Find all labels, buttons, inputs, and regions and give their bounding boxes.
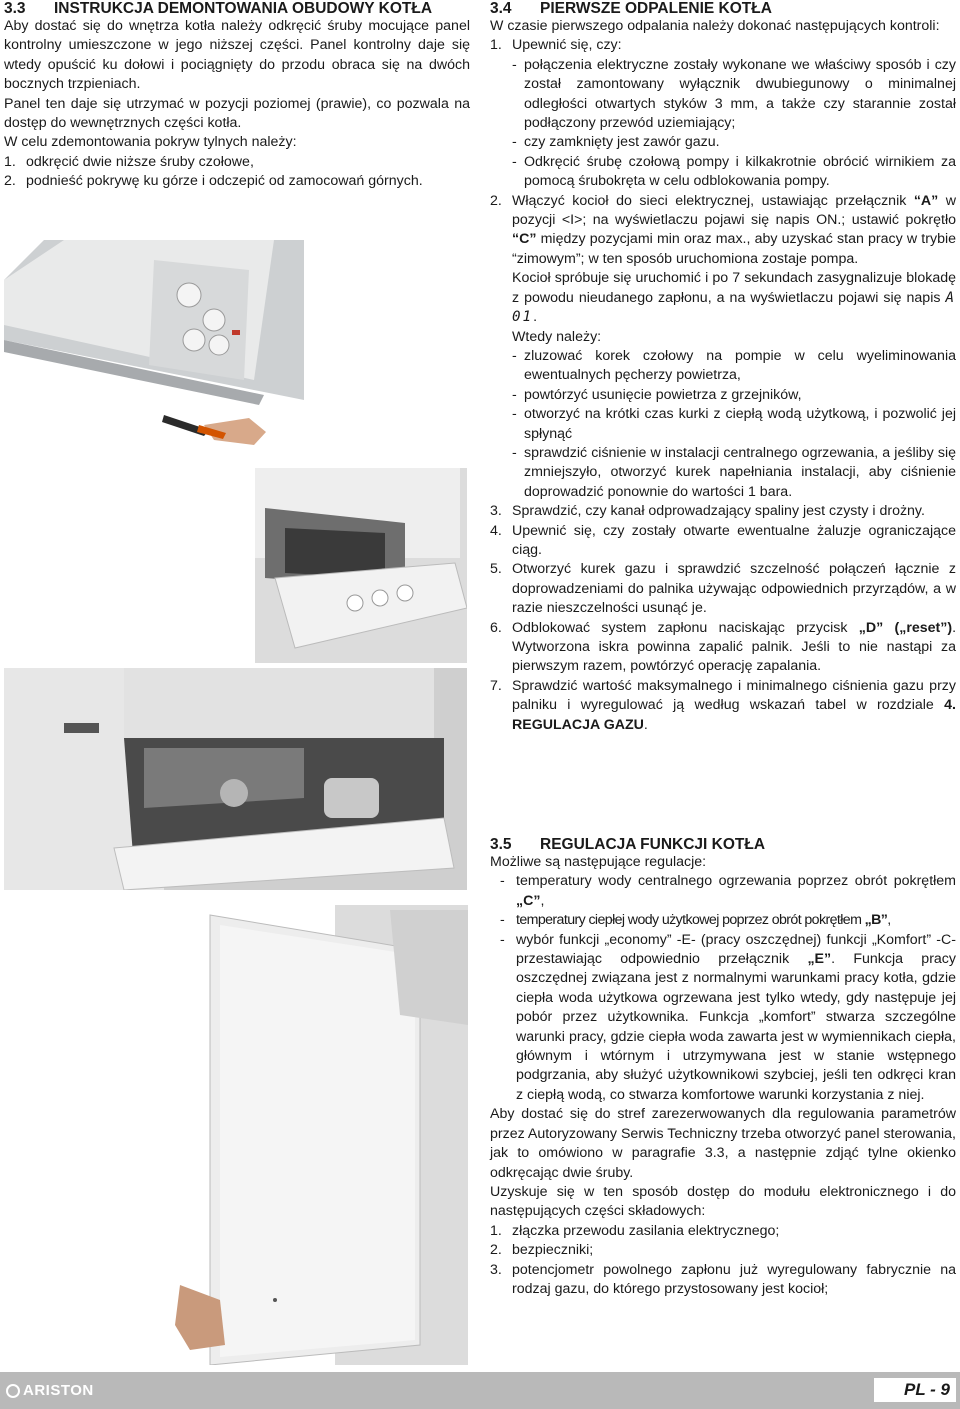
- dash-item: - połączenia elektryczne zostały wykonane we właściwy sposób i czy został zamontowany wyłącznik dwubiegunowy o minimalnej odległości otwartych styków 3 mm, a także czy starannie został podłączony przewód uziemiający;: [512, 56, 956, 132]
- dash-item: - czy zamknięty jest zawór gazu.: [512, 134, 720, 151]
- list-item: 2. bezpieczniki;: [490, 1242, 594, 1259]
- list-item: 1. Upewnić się, czy: - połączenia elektryczne zostały wykonane we właściwy sposób i czy został zamontowany wyłącznik dwubiegunowy o minimalnej odległości otwartych styków 3 mm, a także czy starannie został podłączony przewód uziemiający; - czy zamknięty jest zawór gazu. - Odkręcić śrubę czołową pompy i kilkakrotnie obrócić wirnikiem za pomocą śrubokręta w celu odblokowania pompy.: [490, 36, 956, 191]
- section-3-5-heading: [490, 836, 956, 853]
- dash-item: - wybór funkcji „economy” -E- (pracy oszczędnej) funkcji „Komfort” -C- przestawiając odpowiednio przełącznik „E”. Funkcja pracy oszczędnej związana jest z normalnymi warunkami pracy kotła, gdzie ciepła woda użytkowa ogrzewana jest tylko wtedy, gdy następuje jej pobór przez użytkownika. Funkcja „komfort” stwarza szczególne warunki pracy, gdzie ciepła woda zawarta jest w wymiennikach ciepła, głównym i wtórnym i utrzymywana jest w stanie wstępnego podgrzania, aby służyć użytkownikowi szybciej, jeśli ten odkręci kran z ciepłą wodą, co stwarza komfortowe warunki korzystania z niej.: [500, 931, 956, 1103]
- dash-item: - sprawdzić ciśnienie w instalacji centralnego ogrzewania, a jeśliby się zmniejszyło, otworzyć kurek napełniania instalacji, aby ciśnienie doprowadzić ponownie do wartości 1 bara.: [512, 444, 956, 500]
- photo-cover-removal: [150, 905, 468, 1365]
- paragraph: W czasie pierwszego odpalania należy dokonać następujących kontroli:: [490, 18, 940, 34]
- list-item: 5. Otworzyć kurek gazu i sprawdzić szczelność połączeń łącznie z doprowadzeniami do palnika używając odpowiednich przyrządów, a w razie nieszczelności usunąć je.: [490, 561, 956, 617]
- dash-item: - powtórzyć usunięcie powietrza z grzejników,: [512, 386, 802, 403]
- list-item: 2. Włączyć kocioł do sieci elektrycznej, ustawiając przełącznik “A” w pozycji <I>; na wyświetlaczu pojawi się napis ON.; ustawić pokrętło “C” między pozycjami min oraz max., aby uzyskać stan pracy w trybie “zimowym”; w ten sposób uruchomiona zostaje pompa. Kocioł spróbuje się uruchomić i po 7 sekundach zasygnalizuje blokadę z powodu nieudanego zapłonu, a na wyświetlaczu pojawi się napis A 01. Wtedy należy: - zluzować korek czołowy na pompie w celu wyeliminowania ewentualnych pęcherzy powietrza, - powtórzyć usunięcie powietrza z grzejników, - otworzyć na krótki czas kurki z ciepłą wodą użytkową, i pozwolić jej spłynąć - sprawdzić ciśnienie w instalacji centralnego ogrzewania, a jeśliby się zmniejszyło, otworzyć kurek napełniania instalacji, aby ciśnienie doprowadzić ponownie do wartości 1 bara.: [490, 192, 956, 503]
- list-item: 6. Odblokować system zapłonu naciskając przycisk „D” („reset”). Wytworzona iskra powinna zapalić palnik. Jeśli to nie nastąpi za pierwszym razem, powtórzyć operację zapalania.: [490, 619, 957, 675]
- paragraph: Aby dostać się do wnętrza kotła należy odkręcić śruby mocujące panel kontrolny umieszczone w jego niższej części. Panel kontrolny daje się wtedy opuścić ku dołowi i pociągnięty do przodu obraca się na dwóch bocznych trzpieniach.: [4, 18, 470, 93]
- dash-item: - temperatury wody centralnego ogrzewania poprzez obrót pokrętłem „C”,: [500, 873, 956, 909]
- footer-bar: [0, 1372, 960, 1409]
- paragraph: Panel ten daje się utrzymać w pozycji poziomej (prawie), co pozwala na dostęp do wewnętrznych części kotła.: [4, 95, 470, 132]
- section-3-3-heading: [4, 0, 470, 17]
- list-item: 3. potencjometr powolnego zapłonu już wyregulowany fabrycznie na rodzaj gazu, do którego przystosowany jest kocioł;: [490, 1261, 956, 1297]
- dash-item: - temperatury ciepłej wody użytkowej poprzez obrót pokrętłem „B”,: [500, 912, 891, 929]
- list-item: 3. Sprawdzić, czy kanał odprowadzający spaliny jest czysty i drożny.: [490, 503, 925, 520]
- list-item: 2. podnieść pokrywę ku górze i odczepić od zamocowań górnych.: [4, 173, 423, 190]
- list-item: 1. złączka przewodu zasilania elektrycznego;: [490, 1222, 780, 1239]
- section-title: INSTRUKCJA DEMONTOWANIA OBUDOWY KOTŁA: [54, 0, 433, 17]
- brand-logo: ARISTON: [6, 1382, 94, 1399]
- section-number: 3.5: [490, 836, 512, 853]
- paragraph: Uzyskuje się w ten sposób dostęp do modułu elektronicznego i do następujących części składowych:: [490, 1183, 956, 1220]
- section-3-4-heading: [490, 0, 956, 17]
- paragraph: W celu zdemontowania pokryw tylnych należy:: [4, 134, 297, 151]
- section-number: 3.3: [4, 0, 26, 17]
- photo-internal-components: [4, 668, 467, 890]
- logo-icon: [6, 1384, 20, 1398]
- dash-item: - zluzować korek czołowy na pompie w celu wyeliminowania ewentualnych pęcherzy powietrza,: [512, 347, 956, 384]
- section-3-3: [4, 0, 470, 192]
- dash-item: - otworzyć na krótki czas kurki z ciepłą wodą użytkową, i pozwolić jej spłynąć: [512, 406, 956, 442]
- page-number: PL - 9: [874, 1378, 956, 1402]
- display-code: A 01: [512, 289, 956, 326]
- paragraph: Aby dostać się do stref zarezerwowanych dla regulowania parametrów przez Autoryzowany Serwis Techniczny trzeba otworzyć panel sterowania, jak to omówiono w paragrafie 3.3, a następnie zdjąć tylne okienko odkręcając dwie śruby.: [490, 1106, 956, 1181]
- photo-panel-open: [255, 468, 467, 663]
- paragraph: Możliwe są następujące regulacje:: [490, 854, 707, 870]
- section-title: REGULACJA FUNKCJI KOTŁA: [540, 836, 766, 853]
- list-item: 1. odkręcić dwie niższe śruby czołowe,: [4, 153, 254, 170]
- dash-item: - Odkręcić śrubę czołową pompy i kilkakrotnie obrócić wirnikiem za pomocą śrubokręta w celu odblokowania pompy.: [512, 153, 956, 190]
- photo-panel-screwdriver: [4, 240, 304, 465]
- section-3-4: [490, 0, 956, 735]
- list-item: 4. Upewnić się, czy zostały otwarte ewentualne żaluzje ograniczające ciąg.: [490, 522, 956, 558]
- list-item: 7. Sprawdzić wartość maksymalnego i minimalnego ciśnienia gazu przy palniku i wyregulować ją według wskazań tabel w rozdziale 4. REGULACJA GAZU.: [490, 677, 956, 733]
- right-column: [490, 0, 957, 1297]
- section-3-5: [490, 836, 956, 1299]
- section-title: PIERWSZE ODPALENIE KOTŁA: [540, 0, 772, 17]
- section-number: 3.4: [490, 0, 512, 17]
